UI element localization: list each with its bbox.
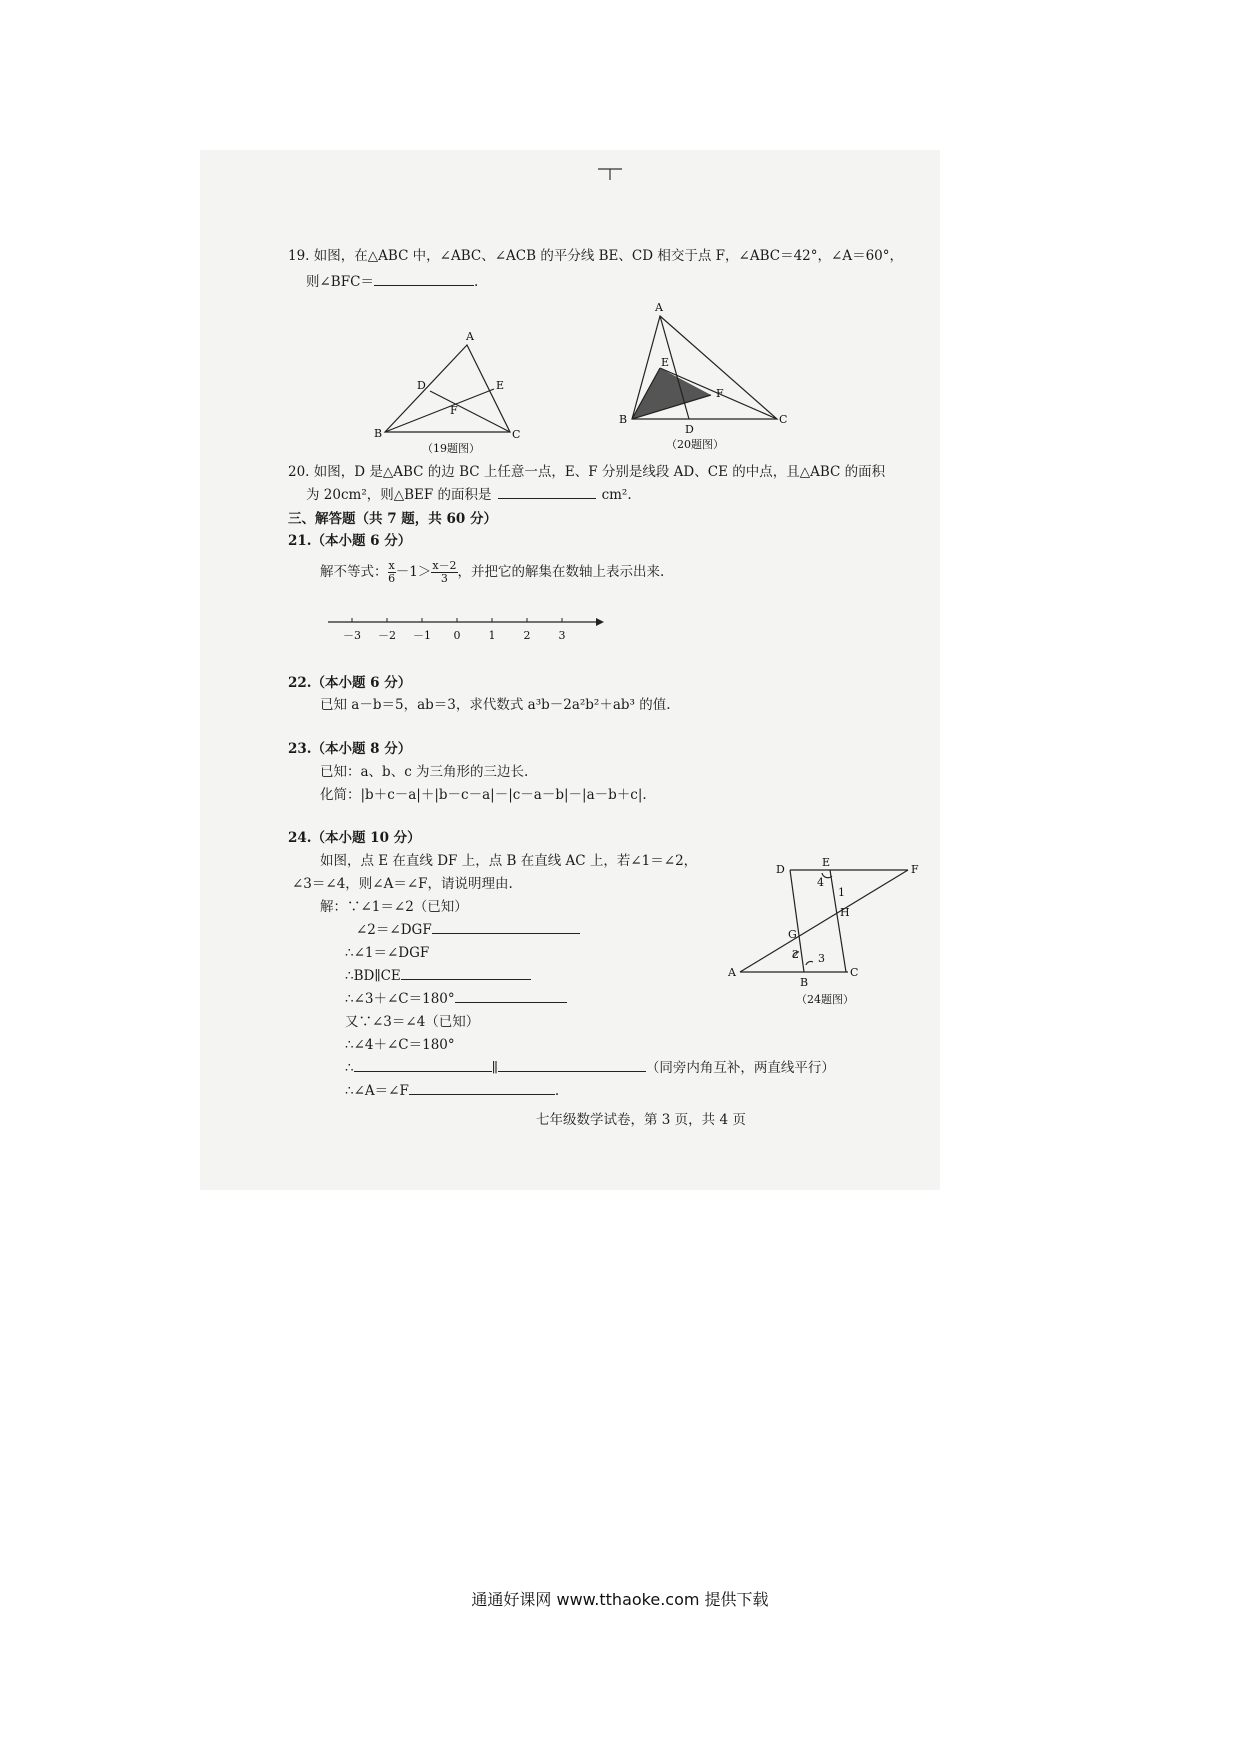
q20-line2: 为 20cm²，则△BEF 的面积是 cm². bbox=[306, 487, 632, 503]
tick-label: －3 bbox=[343, 629, 361, 642]
q22-text: 已知 a－b＝5，ab＝3，求代数式 a³b－2a²b²＋ab³ 的值. bbox=[320, 697, 671, 713]
fig20-label-e: E bbox=[661, 356, 670, 369]
fig20-label-b: B bbox=[619, 413, 628, 426]
fig19-label-e: E bbox=[496, 379, 505, 392]
tick-label: －1 bbox=[413, 629, 431, 642]
fig24-label-4: 4 bbox=[817, 876, 824, 889]
q23-line1: 已知：a、b、c 为三角形的三边长. bbox=[320, 764, 529, 780]
fig24-label-f: F bbox=[911, 863, 919, 876]
q24-step-1: 解：∵∠1＝∠2（已知） bbox=[320, 899, 468, 915]
page-footer: 七年级数学试卷，第 3 页，共 4 页 bbox=[536, 1112, 746, 1128]
section-3-header: 三、解答题（共 7 题，共 60 分） bbox=[288, 511, 497, 527]
tick-label: 0 bbox=[453, 629, 461, 642]
q24-step-5: ∴∠3＋∠C＝180° bbox=[345, 990, 567, 1008]
tick-label: 1 bbox=[488, 629, 496, 642]
fig24-label-e: E bbox=[822, 856, 831, 869]
q19-line2: 则∠BFC＝ . bbox=[306, 274, 479, 290]
q19-text: 19. 如图，在△ABC 中，∠ABC、∠ACB 的平分线 BE、CD 相交于点 F，∠ABC＝42°，∠A＝60°， bbox=[288, 248, 903, 264]
fig24-label-g: G bbox=[788, 928, 797, 941]
fig24-label-h: H bbox=[840, 906, 850, 919]
fig20-label-c: C bbox=[779, 413, 788, 426]
fig24-label-b: B bbox=[800, 976, 809, 989]
fig24-label-c: C bbox=[850, 966, 859, 979]
fig24-label-2: 2 bbox=[792, 948, 799, 961]
q24-line1: 如图，点 E 在直线 DF 上，点 B 在直线 AC 上，若∠1＝∠2， bbox=[320, 853, 698, 869]
fig19-label-a: A bbox=[466, 330, 474, 343]
q24-step-3: ∴∠1＝∠DGF bbox=[345, 945, 430, 961]
q21-fraction-1: $\frac{x}{6}$ bbox=[388, 559, 396, 585]
q24-step-8: ∴ ∥ （同旁内角互补，两直线平行） bbox=[345, 1060, 835, 1076]
q23-header: 23.（本小题 8 分） bbox=[288, 741, 412, 757]
fig24-label-3: 3 bbox=[818, 952, 825, 965]
fig24-caption: （24题图） bbox=[796, 993, 854, 1006]
fig20-label-a: A bbox=[655, 301, 663, 314]
q24-step-2: ∠2＝∠DGF bbox=[356, 921, 580, 939]
q24-step-7: ∴∠4＋∠C＝180° bbox=[345, 1037, 455, 1053]
tick-label: 3 bbox=[558, 629, 566, 642]
q24-step-6: 又∵∠3＝∠4（已知） bbox=[345, 1014, 480, 1030]
fig24-label-a: A bbox=[728, 966, 736, 979]
fig24-label-d: D bbox=[776, 863, 785, 876]
q24-step-9: ∴∠A＝∠F . bbox=[345, 1083, 560, 1099]
q24-header: 24.（本小题 10 分） bbox=[288, 830, 421, 846]
site-footer: 通通好课网 www.tthaoke.com 提供下载 bbox=[471, 1590, 769, 1609]
q20-text: 20. 如图，D 是△ABC 的边 BC 上任意一点，E、F 分别是线段 AD、CE 的中点，且△ABC 的面积 bbox=[288, 464, 886, 480]
q21-fraction-2: $\frac{x-2}{3}$ bbox=[432, 559, 457, 585]
fig20-caption: （20题图） bbox=[666, 438, 724, 451]
fig19-label-b: B bbox=[374, 427, 383, 440]
fig19-label-c: C bbox=[512, 428, 521, 441]
q22-header: 22.（本小题 6 分） bbox=[288, 675, 412, 691]
fig19-label-f: F bbox=[450, 404, 458, 417]
q24-step-4: ∴BD∥CE bbox=[345, 967, 531, 985]
q21-text: 解不等式： $\frac{x}{6}$ －1＞ $\frac{x-2}{3}$ ，并把它的解集在数轴上表示出来. bbox=[320, 559, 665, 585]
fig24-label-1: 1 bbox=[838, 886, 845, 899]
fig19-label-d: D bbox=[417, 379, 426, 392]
fig19-caption: （19题图） bbox=[422, 442, 480, 455]
tick-label: 2 bbox=[523, 629, 531, 642]
q23-line2: 化简：|b＋c－a|＋|b－c－a|－|c－a－b|－|a－b＋c|. bbox=[320, 787, 647, 803]
tick-label: －2 bbox=[378, 629, 396, 642]
q24-line2: ∠3＝∠4，则∠A＝∠F，请说明理由. bbox=[292, 876, 513, 892]
q21-header: 21.（本小题 6 分） bbox=[288, 533, 412, 549]
fig20-label-d: D bbox=[685, 423, 694, 436]
fig20-label-f: F bbox=[716, 387, 724, 400]
